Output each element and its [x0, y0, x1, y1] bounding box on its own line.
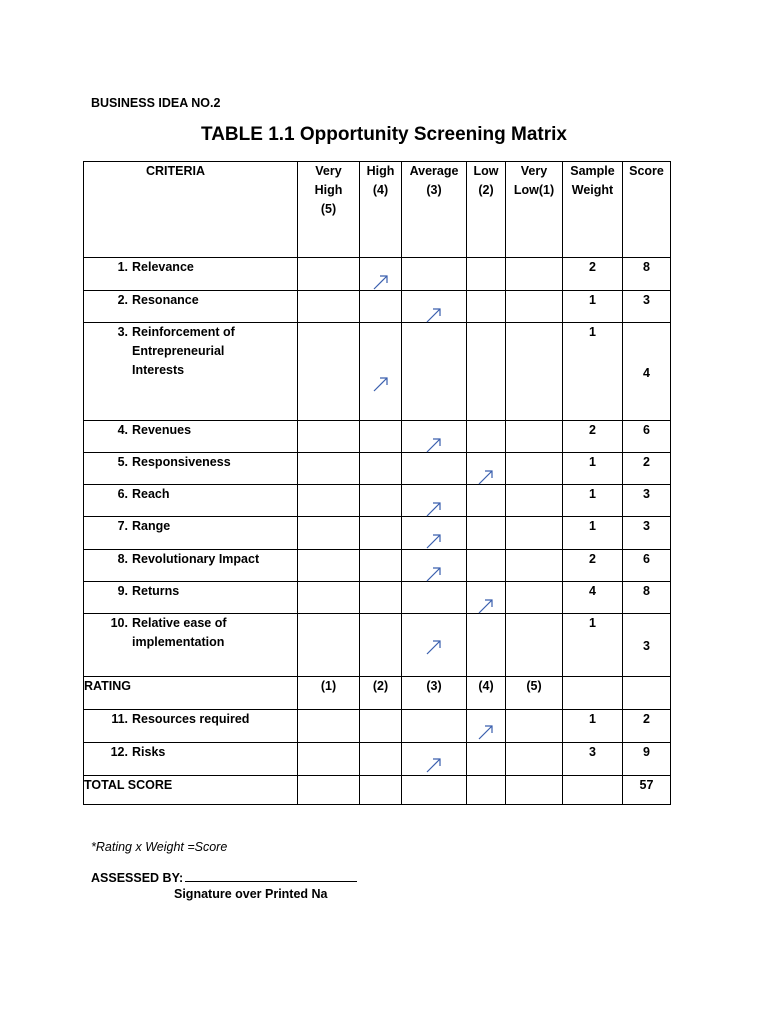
rating-cell-very-high: [298, 743, 360, 776]
weight-value: 2: [563, 258, 623, 291]
criteria-cell: [84, 550, 298, 582]
high-header-line: High: [366, 164, 395, 178]
rating-scale-value: (3): [402, 677, 467, 710]
score-value: 3: [623, 485, 671, 517]
very-high-header-line: (5): [320, 202, 337, 216]
criteria-label: Entrepreneurial: [132, 344, 225, 358]
criteria-row: [84, 582, 671, 614]
weight-header: [563, 162, 623, 258]
rating-cell-low: [467, 258, 506, 291]
rating-scale-value: (5): [506, 677, 563, 710]
business-idea-label: BUSINESS IDEA NO.2: [91, 96, 221, 110]
weight-header-line: Weight: [571, 183, 614, 197]
criteria-label: Responsiveness: [132, 455, 231, 469]
criteria-number: 2.: [117, 293, 128, 307]
rating-cell-very-high: [298, 421, 360, 453]
empty-cell: [563, 677, 623, 710]
criteria-row: [84, 453, 671, 485]
criteria-label: implementation: [132, 635, 225, 649]
rating-cell-high: [360, 258, 402, 291]
rating-cell-very-high: [298, 323, 360, 421]
criteria-number: 8.: [117, 552, 128, 566]
rating-cell-very-low: [506, 582, 563, 614]
weight-header-line: Sample: [570, 164, 615, 178]
very-high-header-line: High: [314, 183, 343, 197]
criteria-number: 5.: [117, 455, 128, 469]
rating-cell-very-high: [298, 582, 360, 614]
rating-cell-average: [402, 258, 467, 291]
rating-cell-very-low: [506, 743, 563, 776]
criteria-cell: [84, 258, 298, 291]
check-mark-icon: [424, 755, 444, 775]
criteria-label: Resources required: [132, 712, 250, 726]
signature-line: [185, 869, 357, 882]
rating-cell-average: [402, 421, 467, 453]
assessed-by: [91, 869, 357, 885]
rating-cell-average: [402, 614, 467, 677]
rating-cell-high: [360, 517, 402, 550]
rating-cell-high: [360, 453, 402, 485]
low-header-line: Low: [473, 164, 499, 178]
criteria-row: [84, 517, 671, 550]
opportunity-screening-matrix: [83, 161, 671, 805]
criteria-number: 12.: [110, 745, 128, 759]
rating-cell-very-low: [506, 258, 563, 291]
rating-cell-low: [467, 291, 506, 323]
score-value: 8: [623, 258, 671, 291]
weight-value: 1: [563, 485, 623, 517]
rating-cell-high: [360, 743, 402, 776]
criteria-cell: [84, 453, 298, 485]
criteria-number: 11.: [111, 712, 128, 726]
rating-cell-average: [402, 582, 467, 614]
criteria-label: Returns: [132, 584, 180, 598]
empty-cell: [360, 776, 402, 805]
score-header: Score: [623, 162, 671, 258]
score-value: 2: [623, 453, 671, 485]
rating-cell-very-low: [506, 614, 563, 677]
low-header-line: (2): [478, 183, 494, 197]
rating-cell-average: [402, 323, 467, 421]
rating-cell-average: [402, 550, 467, 582]
very-low-header: [506, 162, 563, 258]
criteria-cell: [84, 421, 298, 453]
criteria-number: 4.: [117, 423, 128, 437]
check-mark-icon: [424, 637, 444, 657]
very-high-header: [298, 162, 360, 258]
rating-cell-high: [360, 550, 402, 582]
criteria-number: 10.: [110, 616, 128, 630]
criteria-cell: [84, 291, 298, 323]
criteria-label: Revenues: [132, 423, 192, 437]
empty-cell: [563, 776, 623, 805]
check-mark-icon: [476, 722, 496, 742]
criteria-cell: [84, 517, 298, 550]
rating-cell-low: [467, 550, 506, 582]
rating-scale-value: (1): [298, 677, 360, 710]
high-header: [360, 162, 402, 258]
rating-cell-low: [467, 710, 506, 743]
very-low-header-line: Low(1): [513, 183, 555, 197]
rating-cell-very-high: [298, 614, 360, 677]
score-value: 8: [623, 582, 671, 614]
weight-value: 1: [563, 453, 623, 485]
rating-cell-low: [467, 453, 506, 485]
total-score-value: 57: [623, 776, 671, 805]
rating-cell-high: [360, 421, 402, 453]
rating-cell-low: [467, 421, 506, 453]
formula-note: *Rating x Weight =Score: [91, 840, 228, 854]
rating-cell-high: [360, 582, 402, 614]
rating-cell-high: [360, 485, 402, 517]
criteria-number: 6.: [117, 487, 128, 501]
rating-cell-low: [467, 614, 506, 677]
rating-cell-average: [402, 485, 467, 517]
criteria-cell: [84, 614, 298, 677]
low-header: [467, 162, 506, 258]
criteria-number: 7.: [117, 519, 128, 533]
criteria-cell: [84, 710, 298, 743]
criteria-cell: [84, 323, 298, 421]
rating-cell-very-low: [506, 453, 563, 485]
rating-cell-average: [402, 710, 467, 743]
rating-cell-average: [402, 517, 467, 550]
criteria-number: 3.: [117, 325, 128, 339]
rating-scale-value: (4): [467, 677, 506, 710]
table-title: TABLE 1.1 Opportunity Screening Matrix: [201, 124, 567, 145]
score-value: 3: [623, 517, 671, 550]
empty-cell: [298, 776, 360, 805]
average-header-line: Average: [409, 164, 459, 178]
criteria-label: Relevance: [132, 260, 194, 274]
score-value: 6: [623, 550, 671, 582]
rating-cell-very-low: [506, 517, 563, 550]
empty-cell: [402, 776, 467, 805]
criteria-cell: [84, 485, 298, 517]
criteria-cell: [84, 582, 298, 614]
average-header: [402, 162, 467, 258]
rating-cell-very-low: [506, 291, 563, 323]
criteria-row: [84, 614, 671, 677]
criteria-label: Reach: [132, 487, 170, 501]
criteria-row: [84, 485, 671, 517]
criteria-row: [84, 710, 671, 743]
weight-value: 4: [563, 582, 623, 614]
criteria-number: 1.: [117, 260, 128, 274]
rating-scale-value: (2): [360, 677, 402, 710]
average-header-line: (3): [426, 183, 442, 197]
criteria-label: Risks: [132, 745, 166, 759]
rating-cell-very-high: [298, 485, 360, 517]
rating-cell-very-high: [298, 710, 360, 743]
criteria-label: Interests: [132, 363, 185, 377]
criteria-label: Revolutionary Impact: [132, 552, 260, 566]
rating-cell-very-low: [506, 485, 563, 517]
criteria-label: Reinforcement of: [132, 325, 235, 339]
weight-value: 1: [563, 323, 623, 421]
weight-value: 1: [563, 291, 623, 323]
criteria-number: 9.: [117, 584, 128, 598]
rating-cell-very-low: [506, 323, 563, 421]
score-value: 3: [623, 291, 671, 323]
rating-cell-average: [402, 291, 467, 323]
total-row: [84, 776, 671, 805]
rating-cell-very-low: [506, 710, 563, 743]
empty-cell: [506, 776, 563, 805]
score-value: 9: [623, 743, 671, 776]
rating-cell-very-high: [298, 453, 360, 485]
rating-cell-very-high: [298, 258, 360, 291]
very-high-header-line: Very: [315, 164, 342, 178]
criteria-row: [84, 421, 671, 453]
rating-cell-very-high: [298, 291, 360, 323]
score-value: 3: [623, 614, 671, 677]
weight-value: 1: [563, 710, 623, 743]
criteria-row: [84, 323, 671, 421]
rating-cell-average: [402, 453, 467, 485]
empty-cell: [623, 677, 671, 710]
empty-cell: [467, 776, 506, 805]
rating-cell-very-high: [298, 517, 360, 550]
criteria-row: [84, 550, 671, 582]
weight-value: 2: [563, 550, 623, 582]
rating-cell-low: [467, 323, 506, 421]
weight-value: 2: [563, 421, 623, 453]
rating-cell-high: [360, 291, 402, 323]
header-row: [84, 162, 671, 258]
score-value: 6: [623, 421, 671, 453]
rating-cell-high: [360, 614, 402, 677]
score-value: 4: [623, 323, 671, 421]
rating-cell-high: [360, 710, 402, 743]
criteria-label: Resonance: [132, 293, 199, 307]
criteria-header: CRITERIA: [84, 162, 298, 258]
rating-cell-average: [402, 743, 467, 776]
rating-cell-low: [467, 582, 506, 614]
criteria-cell: [84, 743, 298, 776]
very-low-header-line: Very: [520, 164, 548, 178]
criteria-row: [84, 258, 671, 291]
check-mark-icon: [371, 272, 391, 292]
criteria-row: [84, 743, 671, 776]
weight-value: 1: [563, 517, 623, 550]
check-mark-icon: [424, 531, 444, 551]
rating-cell-very-low: [506, 421, 563, 453]
total-score-label: TOTAL SCORE: [84, 776, 298, 805]
rating-label: RATING: [84, 677, 298, 710]
rating-scale-row: [84, 677, 671, 710]
rating-cell-low: [467, 517, 506, 550]
rating-cell-low: [467, 485, 506, 517]
weight-value: 1: [563, 614, 623, 677]
rating-cell-low: [467, 743, 506, 776]
high-header-line: (4): [372, 183, 389, 197]
check-mark-icon: [371, 374, 391, 394]
rating-cell-very-high: [298, 550, 360, 582]
score-value: 2: [623, 710, 671, 743]
rating-cell-high: [360, 323, 402, 421]
rating-cell-very-low: [506, 550, 563, 582]
assessed-by-label: ASSESSED BY:: [91, 871, 184, 885]
weight-value: 3: [563, 743, 623, 776]
criteria-label: Relative ease of: [132, 616, 227, 630]
signature-caption: Signature over Printed Na: [174, 887, 328, 901]
criteria-row: [84, 291, 671, 323]
criteria-label: Range: [132, 519, 171, 533]
